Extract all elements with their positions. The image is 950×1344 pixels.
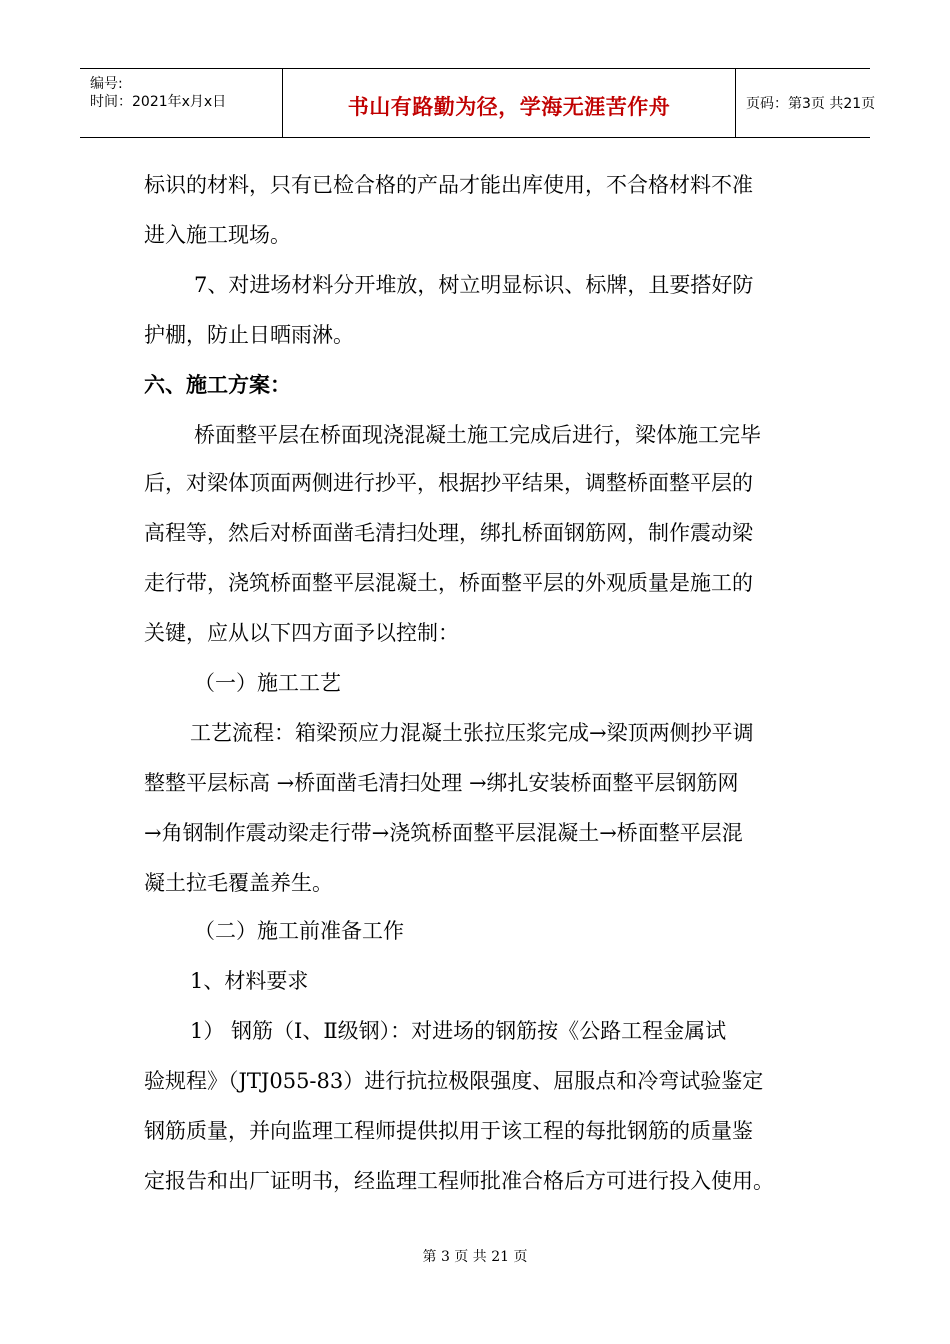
text-line: 关键，应从以下四方面予以控制： [144, 621, 459, 645]
text-line: 1、材料要求 [190, 969, 309, 993]
subsection-heading: （二）施工前准备工作 [194, 919, 404, 943]
document-number-label: 编号: [90, 76, 123, 92]
text-line: 整整平层标高 →桥面凿毛清扫处理 →绑扎安装桥面整平层钢筋网 [144, 771, 739, 795]
text-line: 桥面整平层在桥面现浇混凝土施工完成后进行，梁体施工完毕 [194, 423, 761, 447]
text-line: 标识的材料，只有已检合格的产品才能出库使用，不合格材料不准 [144, 173, 753, 197]
text-line: 高程等，然后对桥面凿毛清扫处理，绑扎桥面钢筋网，制作震动梁 [144, 521, 753, 545]
document-date: 时间：2021年x月x日 [90, 94, 227, 110]
subsection-heading: （一）施工工艺 [194, 671, 341, 695]
page-header [80, 68, 876, 138]
motto-text: 书山有路勤为径，学海无涯苦作舟 [347, 95, 671, 119]
text-line: 定报告和出厂证明书，经监理工程师批准合格后方可进行投入使用。 [144, 1169, 774, 1193]
text-line: 1） 钢筋（Ⅰ、Ⅱ级钢）：对进场的钢筋按《公路工程金属试 [190, 1019, 727, 1043]
header-motto-cell [282, 69, 736, 137]
text-line: 进入施工现场。 [144, 223, 291, 247]
text-line: 凝土拉毛覆盖养生。 [144, 871, 333, 895]
text-line: 钢筋质量，并向监理工程师提供拟用于该工程的每批钢筋的质量鉴 [144, 1119, 753, 1143]
page-footer: 第 3 页 共 21 页 [422, 1249, 528, 1265]
section-heading: 六、施工方案： [144, 373, 291, 397]
page-info: 页码：第3页 共21页 [746, 96, 876, 112]
text-line: 走行带，浇筑桥面整平层混凝土，桥面整平层的外观质量是施工的 [144, 571, 753, 595]
text-line: 护棚，防止日晒雨淋。 [144, 323, 354, 347]
text-line: 7、对进场材料分开堆放，树立明显标识、标牌，且要搭好防 [194, 273, 754, 297]
text-line: 验规程》（JTJ055-83）进行抗拉极限强度、屈服点和冷弯试验鉴定 [144, 1069, 764, 1093]
header-left-cell [80, 69, 282, 137]
text-line: 工艺流程：箱梁预应力混凝土张拉压浆完成→梁顶两侧抄平调 [190, 721, 754, 745]
text-line: 后，对梁体顶面两侧进行抄平，根据抄平结果，调整桥面整平层的 [144, 471, 753, 495]
text-line: →角钢制作震动梁走行带→浇筑桥面整平层混凝土→桥面整平层混 [144, 821, 743, 845]
header-right-cell [736, 69, 876, 137]
